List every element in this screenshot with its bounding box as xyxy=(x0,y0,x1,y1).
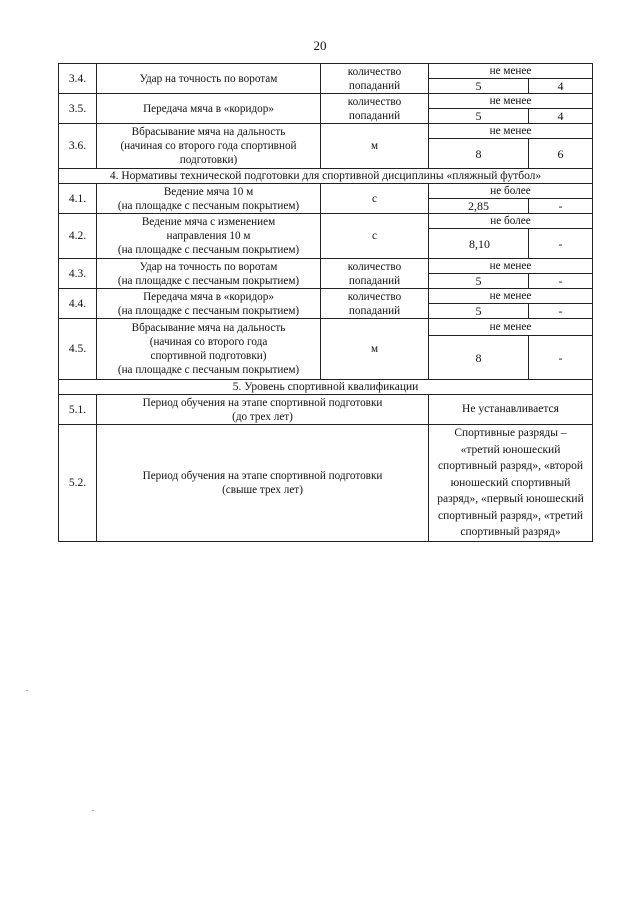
exercise-cell: Удар на точность по воротам xyxy=(97,64,321,94)
condition-cell: не менее xyxy=(429,124,593,139)
unit-cell: м xyxy=(321,124,429,169)
table-row xyxy=(59,214,593,229)
row-number: 5.1. xyxy=(59,395,97,425)
exercise-cell: Вбрасывание мяча на дальность (начиная со второго года спортивной подготовки) (на площадке с песчаным покрытием) xyxy=(97,319,321,380)
qualification-cell: Спортивные разряды – «третий юношеский спортивный разряд», «второй юношеский спортивный разряд», «первый юношеский спортивный разряд», «третий спортивный разряд» xyxy=(429,425,593,542)
value-cell: - xyxy=(529,336,593,380)
exercise-cell: Передача мяча в «коридор» (на площадке с песчаным покрытием) xyxy=(97,289,321,319)
exercise-cell: Ведение мяча с изменением направления 10 м (на площадке с песчаным покрытием) xyxy=(97,214,321,259)
value-cell: - xyxy=(529,274,593,289)
condition-cell: не более xyxy=(429,184,593,199)
value-cell: - xyxy=(529,199,593,214)
unit-cell: количество попаданий xyxy=(321,94,429,124)
table-row xyxy=(59,124,593,139)
unit-cell: количество попаданий xyxy=(321,289,429,319)
table-row xyxy=(59,64,593,79)
value-cell: 4 xyxy=(529,109,593,124)
exercise-cell: Вбрасывание мяча на дальность (начиная со второго года спортивной подготовки) xyxy=(97,124,321,169)
value-cell: 6 xyxy=(529,139,593,169)
table-row xyxy=(59,259,593,274)
table-row xyxy=(59,94,593,109)
value-cell: 5 xyxy=(429,304,529,319)
condition-cell: не более xyxy=(429,214,593,229)
section-header-row xyxy=(59,169,593,184)
condition-cell: не менее xyxy=(429,94,593,109)
table-row xyxy=(59,184,593,199)
unit-cell: количество попаданий xyxy=(321,64,429,94)
row-number: 5.2. xyxy=(59,425,97,542)
qualification-cell: Не устанавливается xyxy=(429,395,593,425)
row-number: 3.5. xyxy=(59,94,97,124)
condition-cell: не менее xyxy=(429,289,593,304)
value-cell: 8,10 xyxy=(429,229,529,259)
value-cell: 2,85 xyxy=(429,199,529,214)
row-number: 3.4. xyxy=(59,64,97,94)
row-number: 4.4. xyxy=(59,289,97,319)
row-number: 4.5. xyxy=(59,319,97,380)
exercise-cell: Период обучения на этапе спортивной подготовки (свыше трех лет) xyxy=(97,425,429,542)
section-title: 4. Нормативы технической подготовки для спортивной дисциплины «пляжный футбол» xyxy=(59,169,593,184)
value-cell: 5 xyxy=(429,274,529,289)
value-cell: - xyxy=(529,304,593,319)
condition-cell: не менее xyxy=(429,319,593,336)
norms-table xyxy=(58,63,593,542)
exercise-cell: Период обучения на этапе спортивной подготовки (до трех лет) xyxy=(97,395,429,425)
value-cell: 5 xyxy=(429,79,529,94)
row-number: 4.3. xyxy=(59,259,97,289)
condition-cell: не менее xyxy=(429,64,593,79)
exercise-cell: Ведение мяча 10 м (на площадке с песчаным покрытием) xyxy=(97,184,321,214)
value-cell: 5 xyxy=(429,109,529,124)
table-row xyxy=(59,425,593,542)
exercise-cell: Удар на точность по воротам (на площадке с песчаным покрытием) xyxy=(97,259,321,289)
table-row xyxy=(59,289,593,304)
unit-cell: м xyxy=(321,319,429,380)
table-row xyxy=(59,319,593,336)
value-cell: 8 xyxy=(429,139,529,169)
value-cell: 8 xyxy=(429,336,529,380)
section-header-row xyxy=(59,380,593,395)
page-number: 20 xyxy=(313,38,327,53)
condition-cell: не менее xyxy=(429,259,593,274)
unit-cell: с xyxy=(321,184,429,214)
scan-speck xyxy=(26,690,28,691)
table-row xyxy=(59,395,593,425)
section-title: 5. Уровень спортивной квалификации xyxy=(59,380,593,395)
row-number: 3.6. xyxy=(59,124,97,169)
scan-speck xyxy=(92,810,94,811)
exercise-cell: Передача мяча в «коридор» xyxy=(97,94,321,124)
unit-cell: с xyxy=(321,214,429,259)
unit-cell: количество попаданий xyxy=(321,259,429,289)
row-number: 4.2. xyxy=(59,214,97,259)
value-cell: - xyxy=(529,229,593,259)
row-number: 4.1. xyxy=(59,184,97,214)
value-cell: 4 xyxy=(529,79,593,94)
